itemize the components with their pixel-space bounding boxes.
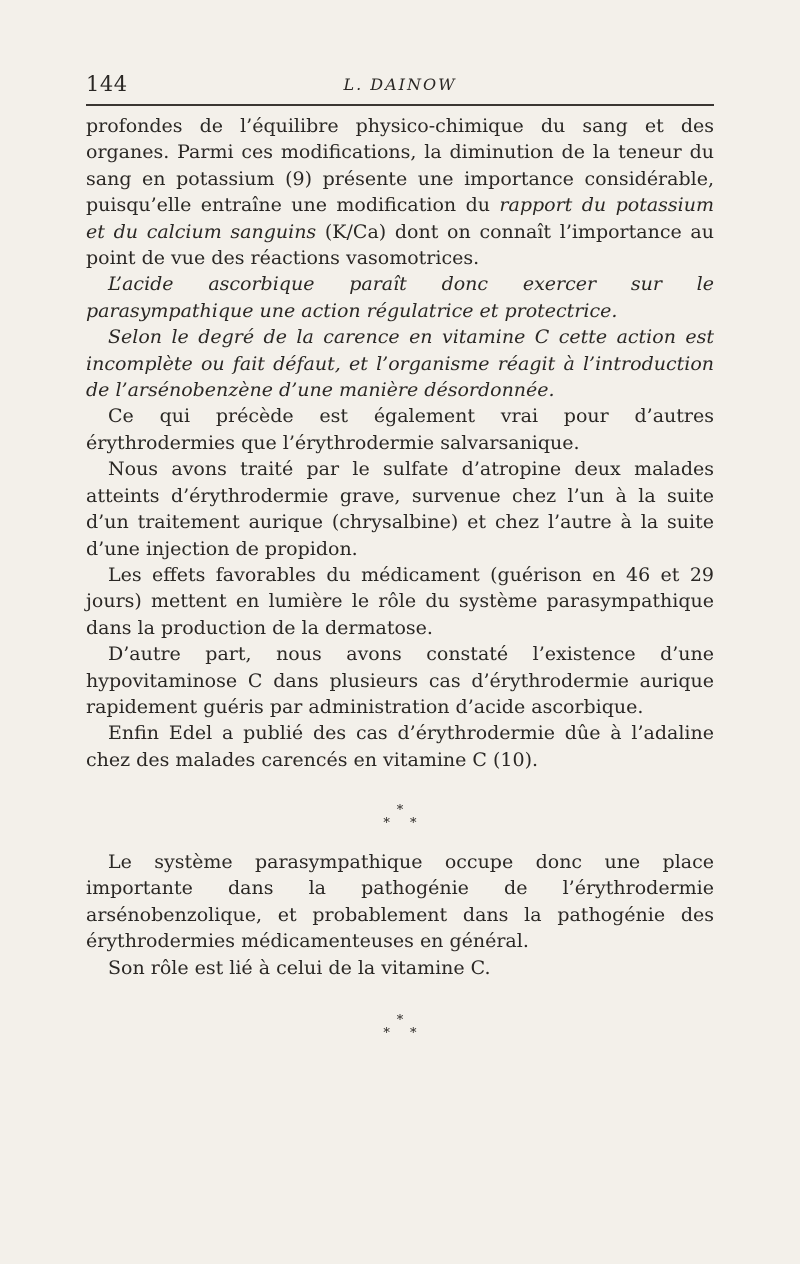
separator-1-top: *: [396, 803, 404, 818]
paragraph-1-text-c: (K/Ca) dont on connaît l’importance au point de vue des réactions vasomotrices.: [86, 220, 714, 270]
page-number: 144: [86, 72, 128, 96]
paragraph-7: D’autre part, nous avons constaté l’existence d’une hypovitaminose C dans plusieurs cas d’érythrodermie aurique rapidement guéris par administration d’acide ascorbique.: [86, 643, 714, 718]
paragraph-2: L’acide ascorbique paraît donc exercer sur le parasympathique une action régulatrice et protectrice.: [86, 273, 714, 322]
paragraph-1-text-a: profondes de l’équilibre physico-chimique du sang et des organes. Parmi ces modifications, la diminution de la teneur du sang en potassium (9) présente une importance considérable, puisqu’elle entraîne une modification du: [86, 115, 714, 217]
running-head: L. DAINOW: [343, 75, 457, 94]
page-header: [86, 72, 714, 100]
paragraph-8: Enfin Edel a publié des cas d’érythrodermie dûe à l’adaline chez des malades carencés en vitamine C (10).: [86, 722, 714, 771]
separator-1-bottom: * *: [383, 816, 425, 831]
section-separator-1: [0, 804, 800, 830]
paragraph-1-italic: rapport du potassium et du calcium sanguins: [86, 194, 714, 243]
paragraph-4: Ce qui précède est également vrai pour d’autres érythrodermies que l’érythrodermie salvarsanique.: [86, 405, 714, 454]
paragraph-1: [86, 113, 714, 271]
body-text-section-2: [86, 849, 714, 981]
paragraph-5: Nous avons traité par le sulfate d’atropine deux malades atteints d’érythrodermie grave, survenue chez l’un à la suite d’un traitement aurique (chrysalbine) et chez l’autre à la suite d’une injection de propidon.: [86, 458, 714, 560]
paragraph-10: Son rôle est lié à celui de la vitamine C.: [108, 956, 491, 979]
paragraph-3: Selon le degré de la carence en vitamine C cette action est incomplète ou fait défaut, et l’organisme réagit à l’introduction de l’arsénobenzène d’une manière désordonnée.: [86, 326, 714, 402]
separator-2-top: *: [396, 1013, 404, 1028]
paragraph-9: Le système parasympathique occupe donc une place importante dans la pathogénie de l’érythrodermie arsénobenzolique, et probablement dans la pathogénie des érythrodermies médicamenteuses en général.: [86, 851, 714, 953]
separator-2-bottom: * *: [383, 1026, 425, 1041]
header-rule: [86, 104, 714, 106]
body-text: [86, 113, 714, 773]
paragraph-6: Les effets favorables du médicament (guérison en 46 et 29 jours) mettent en lumière le rôle du système parasympathique dans la production de la dermatose.: [86, 563, 714, 639]
section-separator-2: [0, 1014, 800, 1040]
